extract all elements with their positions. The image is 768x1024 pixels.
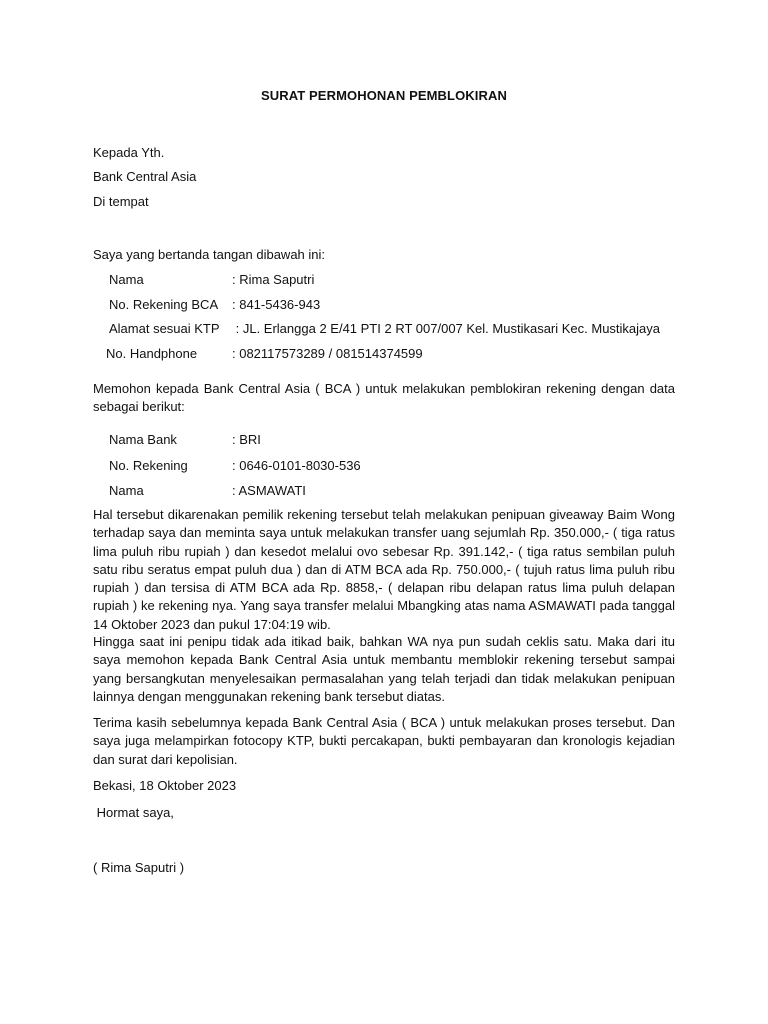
place-date: Bekasi, 18 Oktober 2023 [93, 778, 237, 793]
paragraph-fraud-details: Hal tersebut dikarenakan pemilik rekening tersebut telah melakukan penipuan giveaway Baim Wong terhadap saya dan meminta saya untuk melakukan transfer uang sejumlah Rp. 350.000,- ( tiga ratus lima puluh ribu rupiah ) dan kesedot melalui ovo sebesar Rp. 391.142,- ( tiga ratus sembilan puluh satu ribu seratus empat puluh dua ) dan di ATM BCA ada Rp. 750.000,- ( tujuh ratus lima puluh ribu rupiah ) dan tersisa di ATM BCA ada Rp. 8858,- ( delapan ribu delapan ratus lima puluh delapan rupiah ) ke rekening nya. Yang saya transfer melalui Mbangking atas nama ASMAWATI pada tanggal 14 Oktober 2023 dan pukul 17:04:19 wib. [93, 507, 675, 632]
request-paragraph: Memohon kepada Bank Central Asia ( BCA ) untuk melakukan pemblokiran rekening dengan data sebagai berikut: [93, 381, 675, 415]
target-bank-label: Nama Bank [109, 432, 177, 447]
applicant-name-value: : Rima Saputri [232, 272, 315, 287]
recipient-line-3: Di tempat [93, 194, 149, 209]
signature-name: ( Rima Saputri ) [93, 860, 185, 875]
applicant-phone-value: : 082117573289 / 081514374599 [232, 346, 423, 361]
applicant-address-value: : JL. Erlangga 2 E/41 PTI 2 RT 007/007 Kel. Mustikasari Kec. Mustikajaya [232, 321, 661, 336]
applicant-account-value: : 841-5436-943 [232, 297, 321, 312]
intro-text: Saya yang bertanda tangan dibawah ini: [93, 247, 326, 262]
target-bank-value: : BRI [232, 432, 261, 447]
recipient-line-2: Bank Central Asia [93, 169, 197, 184]
applicant-phone-label: No. Handphone [106, 346, 198, 361]
recipient-line-1: Kepada Yth. [93, 145, 165, 160]
closing-greeting: Hormat saya, [93, 805, 174, 820]
paragraph-thanks: Terima kasih sebelumnya kepada Bank Central Asia ( BCA ) untuk melakukan proses tersebut. Dan saya juga melampirkan fotocopy KTP, bukti percakapan, bukti pembayaran dan kronologis kejadian dan surat dari kepolisian. [93, 715, 675, 767]
paragraph-block-request: Hingga saat ini penipu tidak ada itikad baik, bahkan WA nya pun sudah ceklis satu. Maka dari itu saya memohon kepada Bank Central Asia untuk membantu memblokir rekening tersebut sampai yang bersangkutan menyelesaikan permasalahan yang telah terjadi dan tidak melakukan penipuan lainnya dengan menggunakan rekening bank tersebut diatas. [93, 634, 675, 704]
target-name-label: Nama [109, 483, 144, 498]
target-account-label: No. Rekening [109, 458, 188, 473]
applicant-name-label: Nama [109, 272, 144, 287]
applicant-address-label: Alamat sesuai KTP [109, 321, 220, 336]
target-name-value: : ASMAWATI [232, 483, 306, 498]
letter-title: SURAT PERMOHONAN PEMBLOKIRAN [261, 88, 507, 103]
applicant-account-label: No. Rekening BCA [109, 297, 219, 312]
target-account-value: : 0646-0101-8030-536 [232, 458, 361, 473]
